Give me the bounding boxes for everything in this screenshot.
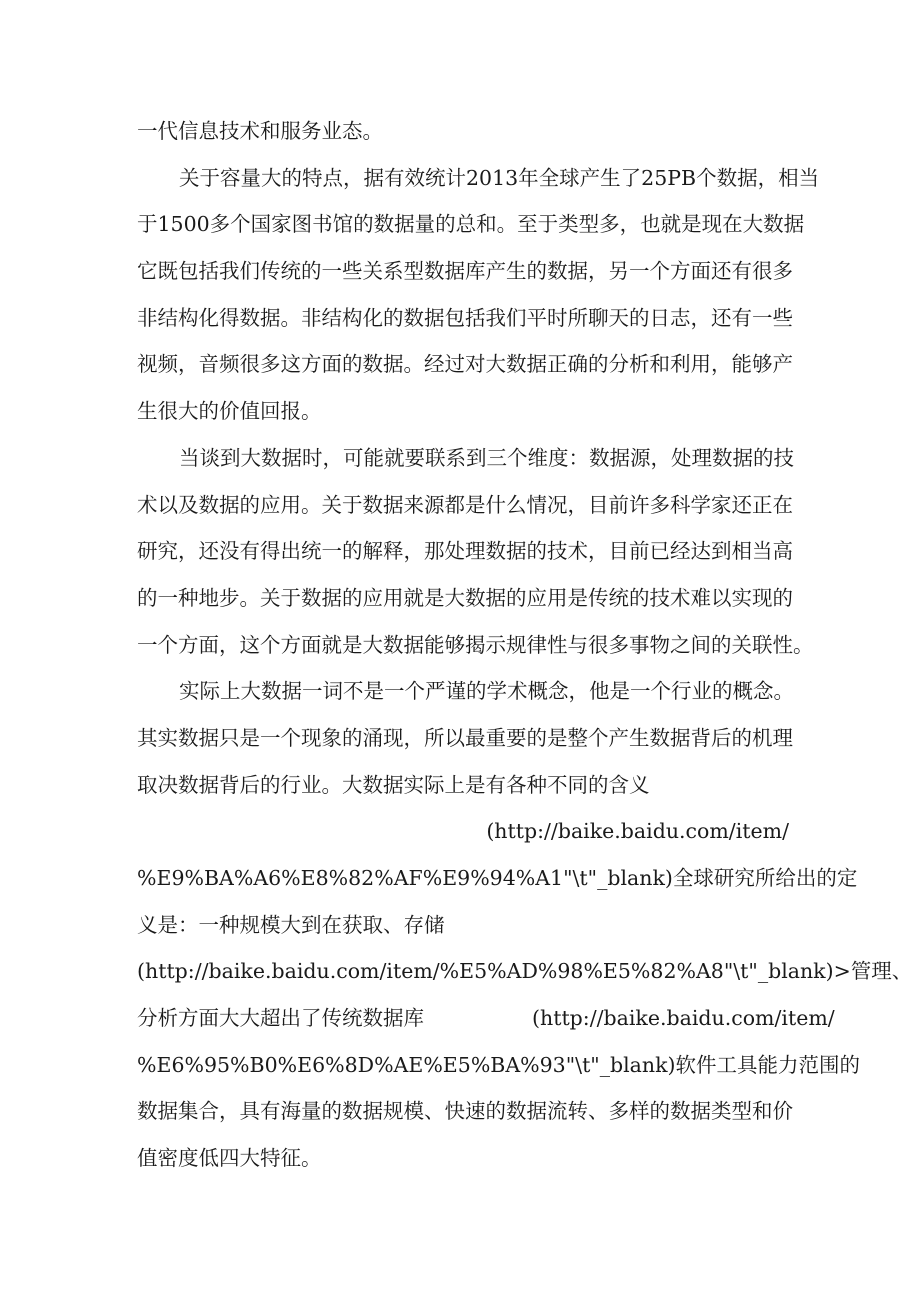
text-line: 数据集合，具有海量的数据规模、快速的数据流转、多样的数据类型和价 (137, 1099, 793, 1124)
url-text: (http://baike.baidu.com/item/ (532, 1006, 835, 1031)
url-line: %E9%BA%A6%E8%82%AF%E9%94%A1"\t"_blank)全球研究所给出的定 (137, 866, 858, 890)
text-line: 义是：一种规模大到在获取、存储 (137, 912, 445, 937)
text-line: 其实数据只是一个现象的涌现，所以最重要的是整个产生数据背后的机理 (137, 725, 793, 750)
text-line: 一代信息技术和服务业态。 (137, 119, 383, 143)
url-line: %E6%95%B0%E6%8D%AE%E5%BA%93"\t"_blank)软件工具能力范围的 (137, 1052, 861, 1077)
text-line: 于1500多个国家图书馆的数据量的总和。至于类型多，也就是现在大数据 (137, 212, 805, 237)
text-line: 术以及数据的应用。关于数据来源都是什么情况，目前许多科学家还正在 (137, 492, 793, 517)
text-line: 的一种地步。关于数据的应用就是大数据的应用是传统的技术难以实现的 (137, 585, 793, 610)
url-line: (http://baike.baidu.com/item/%E5%AD%98%E5%82%A8"\t"_blank)>管理、 (137, 959, 913, 984)
text-line: 生很大的价值回报。 (137, 399, 322, 424)
text-line: 研究，还没有得出统一的解释，那处理数据的技术，目前已经达到相当高 (137, 539, 793, 564)
paragraph-start-line: 当谈到大数据时，可能就要联系到三个维度：数据源，处理数据的技 (179, 445, 794, 470)
paragraph-start-line: 关于容量大的特点，据有效统计2013年全球产生了25PB个数据，相当 (179, 165, 820, 190)
text-line: 它既包括我们传统的一些关系型数据库产生的数据，另一个方面还有很多 (137, 259, 793, 284)
paragraph-start-line: 实际上大数据一词不是一个严谨的学术概念，他是一个行业的概念。 (179, 679, 794, 704)
text-line: 一个方面，这个方面就是大数据能够揭示规律性与很多事物之间的关联性。 (137, 632, 814, 657)
line-text: 分析方面大大超出了传统数据库 (137, 1006, 424, 1031)
text-line: 非结构化得数据。非结构化的数据包括我们平时所聊天的日志，还有一些 (137, 305, 793, 330)
url-line: (http://baike.baidu.com/item/ (486, 819, 789, 844)
document-body (137, 108, 913, 1182)
text-line: 视频，音频很多这方面的数据。经过对大数据正确的分析和利用，能够产 (137, 352, 793, 377)
text-line: 值密度低四大特征。 (137, 1146, 322, 1171)
text-line: 取决数据背后的行业。大数据实际上是有各种不同的含义 (137, 772, 650, 797)
mixed-line (137, 995, 835, 1042)
